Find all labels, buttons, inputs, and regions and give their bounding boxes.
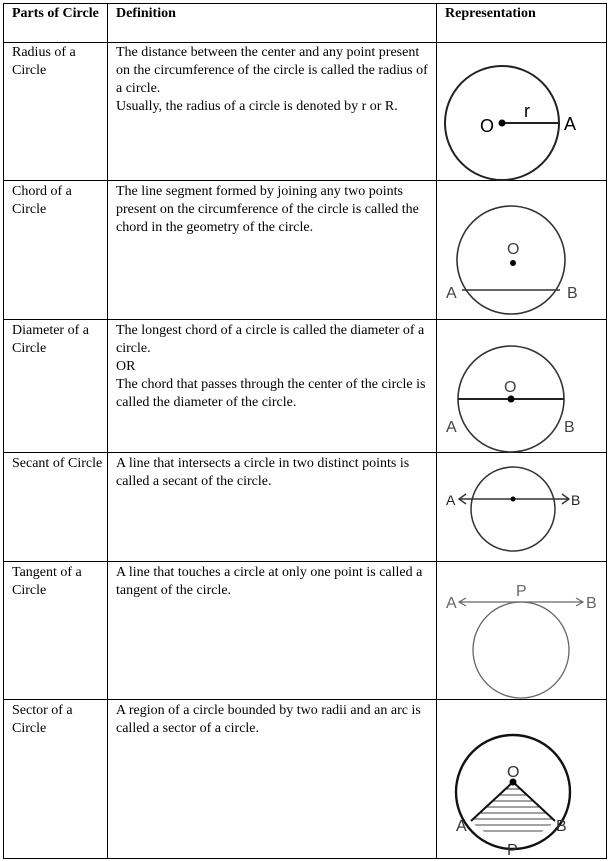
center-dot <box>499 120 506 127</box>
definition-sector <box>116 702 431 738</box>
definition-text: The longest chord of a circle is called the diameter of a circle. <box>116 323 425 356</box>
center-dot <box>511 497 516 502</box>
header-parts: Parts of Circle <box>12 6 99 21</box>
label-b: B <box>571 492 581 508</box>
definition-text: Usually, the radius of a circle is denoted by r or R. <box>116 99 398 114</box>
label-b: B <box>564 419 575 436</box>
definition-diameter <box>116 322 431 412</box>
center-dot <box>510 260 516 266</box>
tangent-diagram <box>437 562 607 699</box>
definition-chord <box>116 183 431 237</box>
label-r: r <box>524 101 530 121</box>
label-o: O <box>504 379 517 396</box>
definition-radius <box>116 44 431 116</box>
radius-diagram <box>437 43 607 180</box>
label-a: A <box>446 419 457 436</box>
label-o: O <box>507 764 520 781</box>
definition-text: The chord that passes through the center of the circle is called the diameter of the circle. <box>116 377 426 410</box>
label-b: B <box>567 285 578 302</box>
sector-diagram <box>437 700 607 859</box>
chord-diagram <box>437 181 607 319</box>
definition-text: The distance between the center and any point present on the circumference of the circle is called the radius of a circle. <box>116 45 428 96</box>
definition-text: A region of a circle bounded by two radii and an arc is called a sector of a circle. <box>116 703 421 736</box>
header-definition: Definition <box>116 6 176 21</box>
label-b: B <box>586 595 597 612</box>
label-a: A <box>446 492 456 508</box>
part-diameter: Diameter of a Circle <box>12 323 89 356</box>
circle-shape <box>457 206 565 314</box>
label-a: A <box>446 285 457 302</box>
label-o: O <box>480 116 495 136</box>
label-a: A <box>564 114 577 134</box>
definition-text: A line that intersects a circle in two distinct points is called a secant of the circle. <box>116 456 410 489</box>
part-sector: Sector of a Circle <box>12 703 73 736</box>
definition-secant <box>116 455 431 491</box>
column-divider <box>107 3 108 859</box>
label-p: P <box>507 842 518 859</box>
definition-text: The line segment formed by joining any two points present on the circumference of the circle is called the chord in the geometry of the circle. <box>116 184 419 235</box>
circle-shape <box>456 735 570 849</box>
definition-tangent <box>116 564 431 600</box>
label-a: A <box>456 818 467 835</box>
part-chord: Chord of a Circle <box>12 184 72 217</box>
definition-text: A line that touches a circle at only one point is called a tangent of the circle. <box>116 565 423 598</box>
label-p: P <box>516 583 527 600</box>
part-secant: Secant of Circle <box>12 456 103 471</box>
label-o: O <box>507 241 520 258</box>
label-a: A <box>446 595 457 612</box>
header-representation: Representation <box>445 6 536 21</box>
diameter-diagram <box>437 320 607 452</box>
label-b: B <box>556 818 567 835</box>
circle-shape <box>473 602 569 698</box>
part-tangent: Tangent of a Circle <box>12 565 82 598</box>
definition-text: OR <box>116 359 136 374</box>
center-dot <box>508 396 515 403</box>
part-radius: Radius of a Circle <box>12 45 76 78</box>
secant-diagram <box>437 453 607 561</box>
circle-shape <box>471 467 555 551</box>
